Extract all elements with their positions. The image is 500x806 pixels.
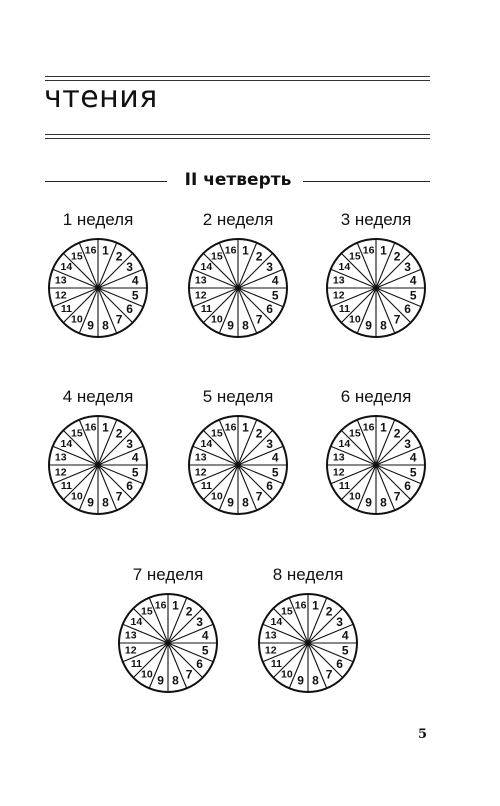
wheel-number: 10: [211, 313, 223, 326]
wheel-number: 10: [71, 313, 83, 326]
wheel-number: 7: [255, 489, 263, 504]
wheel-number: 1: [102, 420, 109, 435]
wheel-number: 6: [126, 302, 133, 317]
wheel-number: 15: [349, 427, 361, 440]
wheel-number: 9: [227, 318, 234, 333]
title-rule-2: [45, 138, 430, 139]
wheel-number: 11: [338, 480, 350, 493]
wheel-number: 16: [84, 421, 97, 434]
wheel-number: 13: [194, 274, 207, 287]
wheel-number: 13: [332, 274, 345, 287]
page-title: чтения: [44, 80, 158, 115]
wheel-number: 16: [84, 244, 97, 257]
week-block-3: [321, 210, 431, 340]
wheel-number: 5: [271, 465, 279, 480]
wheel-number: 13: [194, 451, 207, 464]
wheel-number: 9: [297, 673, 304, 688]
week-label: 8 неделя: [272, 565, 344, 584]
wheel-number: 10: [71, 490, 83, 503]
wheel-number: 10: [349, 490, 361, 503]
wheel-number: 7: [115, 312, 123, 327]
wheel-number: 5: [409, 465, 417, 480]
wheel-number: 11: [60, 303, 72, 316]
week-label: 2 неделя: [202, 210, 274, 229]
wheel-number: 7: [393, 489, 401, 504]
wheel-number: 1: [312, 598, 319, 613]
wheel-number: 3: [336, 614, 343, 629]
reading-wheel: [186, 413, 290, 517]
wheel-number: 12: [194, 466, 207, 479]
wheel-number: 16: [224, 421, 237, 434]
reading-wheel: [256, 591, 360, 695]
wheel-number: 9: [157, 673, 164, 688]
wheel-number: 12: [264, 644, 277, 657]
wheel-number: 7: [115, 489, 123, 504]
wheel-number: 14: [60, 437, 73, 450]
wheel-number: 16: [224, 244, 237, 257]
wheel-number: 5: [341, 643, 349, 658]
wheel-number: 7: [393, 312, 401, 327]
wheel-number: 9: [365, 318, 372, 333]
wheel-number: 14: [338, 260, 351, 273]
wheel-number: 11: [270, 658, 282, 671]
wheel-number: 8: [102, 318, 109, 333]
wheel-number: 1: [172, 598, 179, 613]
week-block-2: [183, 210, 293, 340]
wheel-number: 7: [255, 312, 263, 327]
wheel-number: 4: [271, 450, 279, 465]
week-label: 5 неделя: [202, 387, 274, 406]
wheel-number: 2: [255, 426, 263, 441]
wheel-number: 13: [54, 451, 67, 464]
wheel-number: 5: [271, 288, 279, 303]
wheel-number: 1: [242, 420, 249, 435]
wheel-number: 10: [211, 490, 223, 503]
wheel-number: 1: [102, 243, 109, 258]
wheel-number: 14: [200, 260, 213, 273]
week-label: 3 неделя: [340, 210, 412, 229]
wheel-number: 15: [71, 427, 83, 440]
wheel-number: 2: [115, 426, 123, 441]
wheel-number: 14: [200, 437, 213, 450]
wheel-number: 14: [130, 615, 143, 628]
wheel-number: 12: [194, 289, 207, 302]
wheel-number: 15: [141, 605, 153, 618]
wheel-number: 8: [172, 673, 179, 688]
wheel-number: 2: [115, 249, 123, 264]
wheel-number: 4: [201, 628, 209, 643]
wheel-number: 7: [325, 667, 333, 682]
wheel-number: 8: [380, 495, 387, 510]
wheel-number: 11: [200, 303, 212, 316]
wheel-number: 3: [266, 259, 273, 274]
reading-wheel: [186, 236, 290, 340]
week-block-1: [43, 210, 153, 340]
wheel-number: 15: [349, 250, 361, 263]
wheel-number: 2: [185, 604, 193, 619]
wheel-number: 9: [87, 495, 94, 510]
wheel-number: 3: [266, 436, 273, 451]
reading-wheel: [324, 236, 428, 340]
wheel-number: 14: [338, 437, 351, 450]
wheel-number: 12: [332, 289, 345, 302]
wheel-number: 8: [242, 495, 249, 510]
week-label: 6 неделя: [340, 387, 412, 406]
wheel-number: 13: [54, 274, 67, 287]
wheel-number: 6: [404, 479, 411, 494]
wheel-number: 12: [332, 466, 345, 479]
wheel-number: 4: [131, 450, 139, 465]
wheel-number: 10: [281, 668, 293, 681]
wheel-number: 2: [393, 426, 401, 441]
reading-wheel: [46, 413, 150, 517]
wheel-number: 3: [126, 259, 133, 274]
week-block-8: [253, 565, 363, 695]
top-rule-1: [45, 76, 430, 77]
wheel-number: 16: [294, 599, 307, 612]
wheel-number: 13: [264, 629, 277, 642]
wheel-number: 16: [362, 244, 375, 257]
wheel-number: 5: [409, 288, 417, 303]
week-label: 4 неделя: [62, 387, 134, 406]
week-block-6: [321, 387, 431, 517]
wheel-number: 15: [211, 250, 223, 263]
week-block-4: [43, 387, 153, 517]
wheel-number: 6: [266, 479, 273, 494]
wheel-number: 4: [271, 273, 279, 288]
reading-wheel: [116, 591, 220, 695]
page-number: 5: [418, 727, 428, 742]
wheel-number: 1: [380, 243, 387, 258]
week-block-5: [183, 387, 293, 517]
title-rule-1: [45, 134, 430, 135]
wheel-number: 13: [124, 629, 137, 642]
wheel-number: 9: [87, 318, 94, 333]
week-block-7: [113, 565, 223, 695]
reading-wheel: [46, 236, 150, 340]
section-line-left: [45, 181, 167, 182]
wheel-number: 2: [255, 249, 263, 264]
wheel-number: 3: [404, 259, 411, 274]
wheel-number: 14: [270, 615, 283, 628]
reading-wheel: [324, 413, 428, 517]
wheel-number: 16: [362, 421, 375, 434]
wheel-number: 14: [60, 260, 73, 273]
wheel-number: 11: [60, 480, 72, 493]
wheel-number: 7: [185, 667, 193, 682]
section-line-right: [303, 181, 430, 182]
wheel-number: 6: [336, 657, 343, 672]
wheel-number: 3: [196, 614, 203, 629]
wheel-number: 2: [393, 249, 401, 264]
wheel-number: 13: [332, 451, 345, 464]
wheel-number: 5: [131, 288, 139, 303]
wheel-number: 6: [266, 302, 273, 317]
wheel-number: 3: [126, 436, 133, 451]
wheel-number: 4: [131, 273, 139, 288]
wheel-number: 8: [102, 495, 109, 510]
wheel-number: 1: [242, 243, 249, 258]
wheel-number: 9: [227, 495, 234, 510]
wheel-number: 8: [242, 318, 249, 333]
wheel-number: 16: [154, 599, 167, 612]
wheel-number: 11: [338, 303, 350, 316]
wheel-number: 4: [341, 628, 349, 643]
week-label: 1 неделя: [62, 210, 134, 229]
wheel-number: 4: [409, 273, 417, 288]
wheel-number: 8: [312, 673, 319, 688]
wheel-number: 12: [54, 289, 67, 302]
wheel-number: 12: [54, 466, 67, 479]
wheel-number: 5: [201, 643, 209, 658]
wheel-number: 5: [131, 465, 139, 480]
wheel-number: 6: [126, 479, 133, 494]
section-header: [45, 170, 430, 194]
wheel-number: 11: [130, 658, 142, 671]
wheel-number: 9: [365, 495, 372, 510]
wheel-number: 6: [404, 302, 411, 317]
wheel-number: 6: [196, 657, 203, 672]
wheel-number: 15: [211, 427, 223, 440]
section-title: II четверть: [184, 170, 292, 190]
wheel-number: 4: [409, 450, 417, 465]
wheel-number: 11: [200, 480, 212, 493]
wheel-number: 10: [349, 313, 361, 326]
wheel-number: 3: [404, 436, 411, 451]
wheel-number: 2: [325, 604, 333, 619]
week-label: 7 неделя: [132, 565, 204, 584]
wheel-number: 10: [141, 668, 153, 681]
wheel-number: 1: [380, 420, 387, 435]
wheel-number: 15: [71, 250, 83, 263]
wheel-number: 15: [281, 605, 293, 618]
wheel-number: 8: [380, 318, 387, 333]
wheel-number: 12: [124, 644, 137, 657]
